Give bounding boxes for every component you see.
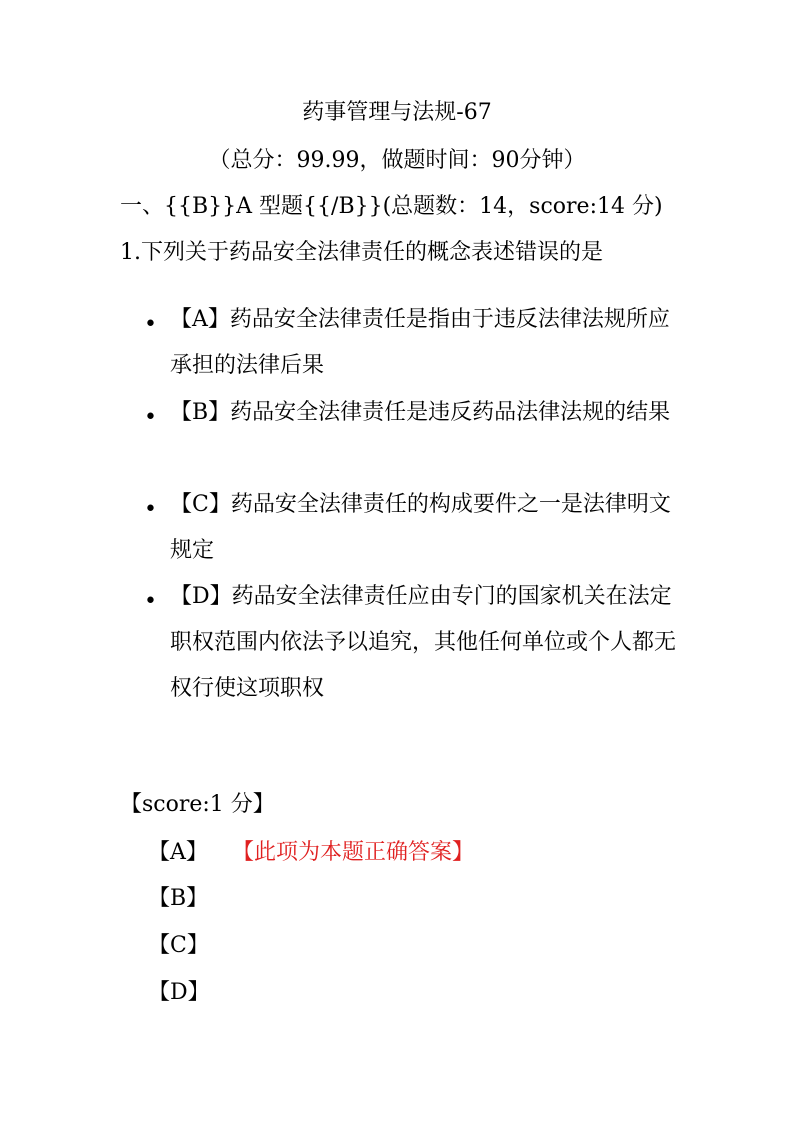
bullet-icon: • [144,497,157,522]
bullet-icon: • [144,589,157,614]
option-text: 【B】药品安全法律责任是违反药品法律法规的结果 [170,400,671,425]
answer-choice-d: 【D】 [148,980,210,1005]
answer-choice-c: 【C】 [148,933,209,958]
bullet-icon: • [144,312,157,337]
document-subtitle: （总分：99.99，做题时间：90分钟） [208,148,586,173]
option-text: 【C】药品安全法律责任的构成要件之一是法律明文规定 [170,492,671,563]
answer-choice-b: 【B】 [148,886,209,911]
document-title: 药事管理与法规-67 [302,100,492,125]
section-heading: 一、{{B}}A 型题{{/B}}(总题数：14，score:14 分) [120,194,663,219]
correct-answer-note: 【此项为本题正确答案】 [232,840,475,865]
score-label: 【score:1 分】 [120,792,275,817]
answer-choice-a: 【A】 [148,840,208,865]
question-stem: 1.下列关于药品安全法律责任的概念表述错误的是 [120,240,603,265]
option-text: 【A】药品安全法律责任是指由于违反法律法规所应承担的法律后果 [170,307,670,378]
option-text: 【D】药品安全法律责任应由专门的国家机关在法定职权范围内依法予以追究，其他任何单位或个人都无权行使这项职权 [170,584,677,701]
bullet-icon: • [144,405,157,430]
